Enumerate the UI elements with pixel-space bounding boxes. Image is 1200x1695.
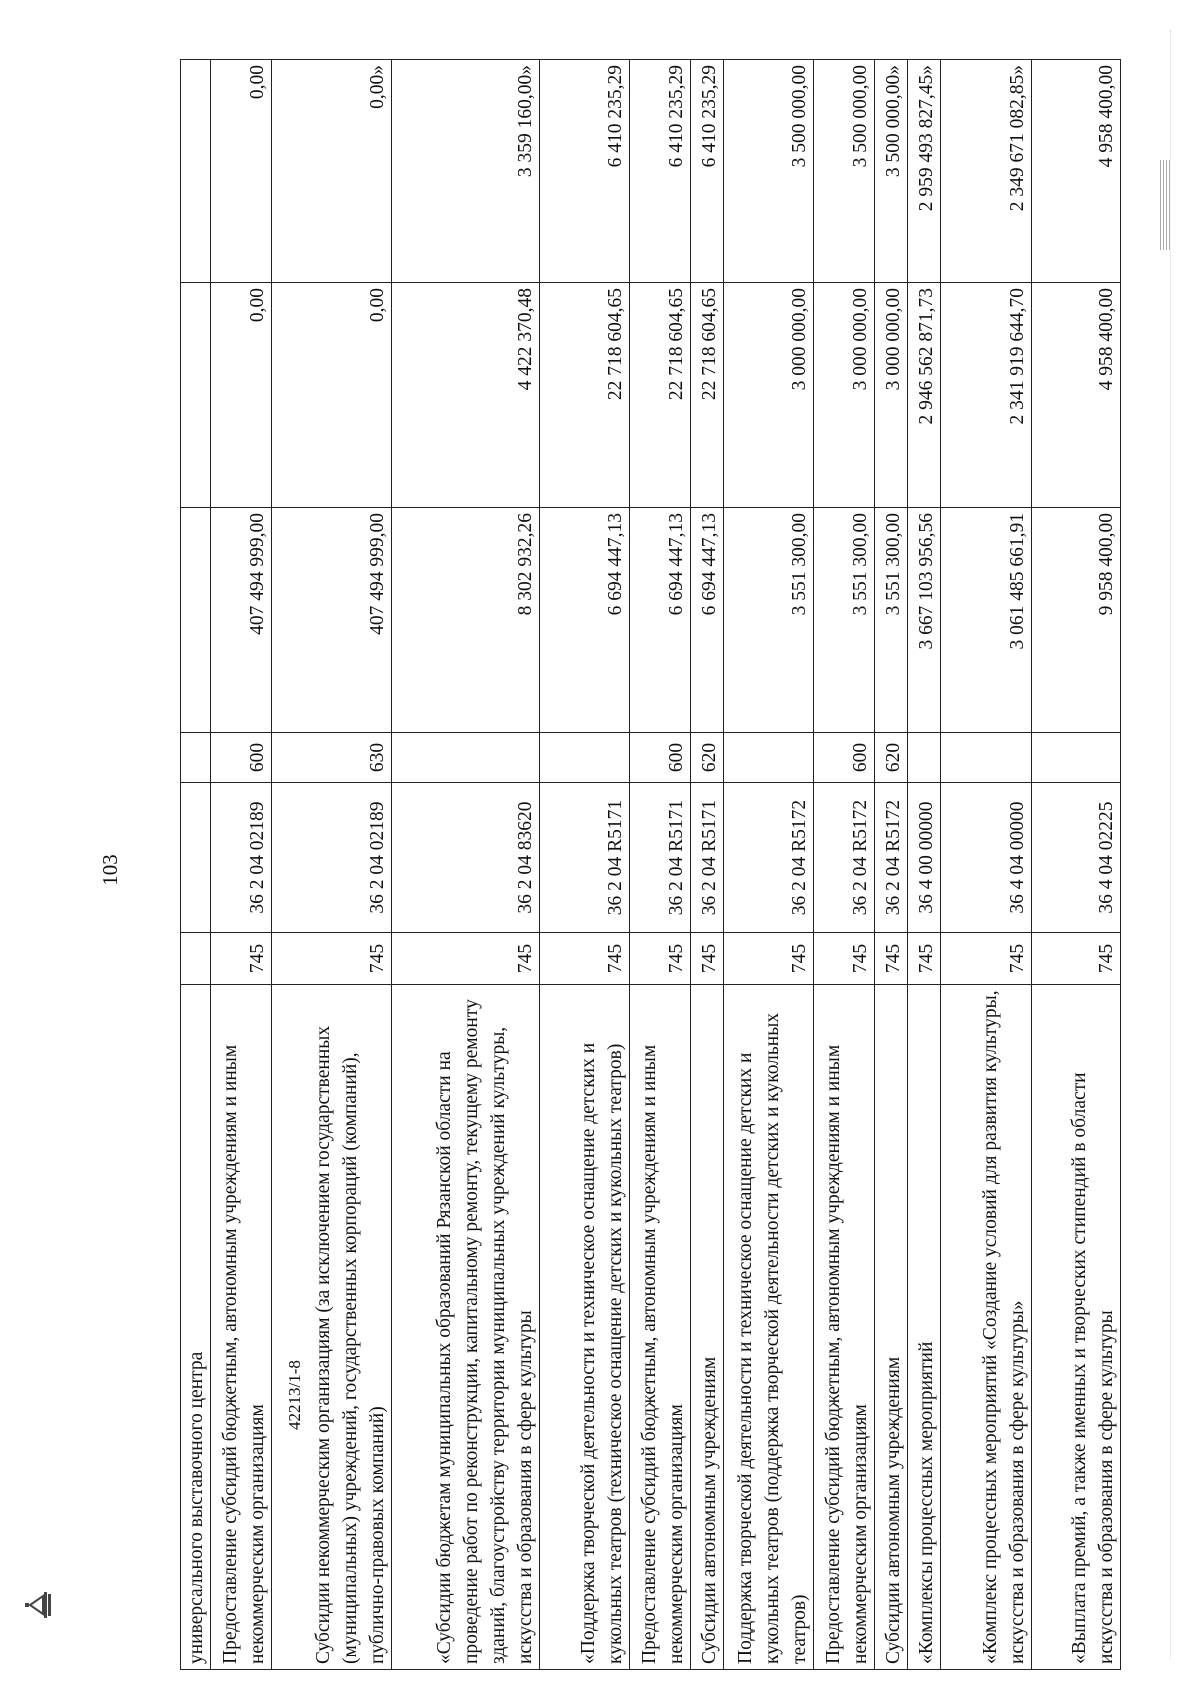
- row-target-article-cell: 36 4 00 00000: [908, 783, 941, 933]
- row-name-cell: «Комплексы процессных мероприятий: [908, 985, 941, 1670]
- scan-edge-artifact: [1170, 30, 1189, 1660]
- row-code-cell: 745: [875, 933, 908, 985]
- row-expense-type-cell: 600: [211, 733, 272, 783]
- row-code-cell: 745: [724, 933, 814, 985]
- row-code-cell: 745: [814, 933, 875, 985]
- row-target-article-cell: 36 2 04 02189: [272, 783, 392, 933]
- row-amount-year2-cell: 2 946 562 871,73: [908, 283, 941, 508]
- row-amount-year3-cell: [181, 60, 211, 283]
- row-amount-year2-cell: 4 958 400,00: [1032, 283, 1121, 508]
- row-amount-year1-cell: 8 302 932,26: [392, 508, 540, 733]
- scan-barcode-artifact: [1160, 160, 1172, 250]
- row-expense-type-cell: 630: [272, 733, 392, 783]
- row-expense-type-cell: [1032, 733, 1121, 783]
- row-name-cell: Поддержка творческой деятельности и техническое оснащение детских и кукольных театров (поддержка творческой деятельности детских и кукольных театров): [724, 985, 814, 1670]
- row-code-cell: [181, 933, 211, 985]
- row-expense-type-cell: [540, 733, 630, 783]
- row-name-cell: Предоставление субсидий бюджетным, автономным учреждениям и иным некоммерческим организациям: [630, 985, 691, 1670]
- row-target-article-cell: 36 2 04 83620: [392, 783, 540, 933]
- table-body: [181, 60, 1121, 1670]
- row-expense-type-cell: 600: [630, 733, 691, 783]
- row-amount-year1-cell: 3 551 300,00: [875, 508, 908, 733]
- row-name-cell: «Субсидии бюджетам муниципальных образований Рязанской области на проведение работ по реконструкции, капитальному ремонту, текущему ремонту зданий, благоустройству территории муниципальных учреждений культуры, искусства и образования в сфере культуры: [392, 985, 540, 1670]
- table-row: [540, 60, 630, 1670]
- row-amount-year3-cell: 0,00»: [272, 60, 392, 283]
- row-code-cell: 745: [691, 933, 724, 985]
- table-row: [630, 60, 691, 1670]
- row-amount-year1-cell: 9 958 400,00: [1032, 508, 1121, 733]
- row-expense-type-cell: 620: [691, 733, 724, 783]
- table-row: [181, 60, 211, 1670]
- row-target-article-cell: 36 2 04 R5172: [724, 783, 814, 933]
- table-row: [908, 60, 941, 1670]
- row-code-cell: 745: [908, 933, 941, 985]
- row-name-cell: «Комплекс процессных мероприятий «Создание условий для развития культуры, искусства и образования в сфере культуры»: [941, 985, 1032, 1670]
- row-amount-year2-cell: [181, 283, 211, 508]
- row-code-cell: 745: [630, 933, 691, 985]
- row-amount-year3-cell: 6 410 235,29: [540, 60, 630, 283]
- row-amount-year3-cell: 6 410 235,29: [630, 60, 691, 283]
- row-expense-type-cell: 620: [875, 733, 908, 783]
- row-amount-year2-cell: 3 000 000,00: [724, 283, 814, 508]
- row-amount-year1-cell: 407 494 999,00: [272, 508, 392, 733]
- row-code-cell: 745: [540, 933, 630, 985]
- row-name-cell: «Поддержка творческой деятельности и техническое оснащение детских и кукольных театров (техническое оснащение детских и кукольных театров): [540, 985, 630, 1670]
- row-amount-year2-cell: 22 718 604,65: [540, 283, 630, 508]
- row-expense-type-cell: 600: [814, 733, 875, 783]
- table-row: [691, 60, 724, 1670]
- row-amount-year2-cell: 3 000 000,00: [814, 283, 875, 508]
- row-amount-year1-cell: 3 551 300,00: [814, 508, 875, 733]
- row-amount-year2-cell: 0,00: [211, 283, 272, 508]
- row-amount-year1-cell: 3 061 485 661,91: [941, 508, 1032, 733]
- row-name-cell: Субсидии автономным учреждениям: [875, 985, 908, 1670]
- row-amount-year2-cell: 2 341 919 644,70: [941, 283, 1032, 508]
- row-amount-year3-cell: 2 349 671 082,85»: [941, 60, 1032, 283]
- row-code-cell: 745: [1032, 933, 1121, 985]
- table-row: [1032, 60, 1121, 1670]
- row-amount-year2-cell: 0,00: [272, 283, 392, 508]
- row-code-cell: 745: [272, 933, 392, 985]
- table-row: [814, 60, 875, 1670]
- row-target-article-cell: 36 2 04 R5172: [875, 783, 908, 933]
- row-amount-year2-cell: 4 422 370,48: [392, 283, 540, 508]
- row-target-article-cell: 36 2 04 R5171: [540, 783, 630, 933]
- row-name-cell: Субсидии некоммерческим организациям (за исключением государственных (муниципальных) учреждений, государственных корпораций (компаний), публично-правовых компаний): [272, 985, 392, 1670]
- page-number: 103: [98, 854, 122, 886]
- table-row: [392, 60, 540, 1670]
- table-row: [211, 60, 272, 1670]
- row-amount-year2-cell: 3 000 000,00: [875, 283, 908, 508]
- emblem-icon: [22, 1588, 56, 1622]
- row-name-cell: универсального выставочного центра: [181, 985, 211, 1670]
- row-target-article-cell: 36 2 04 R5171: [630, 783, 691, 933]
- row-amount-year1-cell: 6 694 447,13: [540, 508, 630, 733]
- row-amount-year2-cell: 22 718 604,65: [630, 283, 691, 508]
- row-code-cell: 745: [941, 933, 1032, 985]
- table-row: [875, 60, 908, 1670]
- row-amount-year3-cell: 4 958 400,00: [1032, 60, 1121, 283]
- row-amount-year1-cell: 6 694 447,13: [630, 508, 691, 733]
- row-amount-year1-cell: [181, 508, 211, 733]
- row-name-cell: Предоставление субсидий бюджетным, автономным учреждениям и иным некоммерческим организациям: [814, 985, 875, 1670]
- row-target-article-cell: 36 2 04 R5171: [691, 783, 724, 933]
- row-target-article-cell: 36 2 04 R5172: [814, 783, 875, 933]
- row-target-article-cell: 36 2 04 02189: [211, 783, 272, 933]
- row-code-cell: 745: [211, 933, 272, 985]
- row-target-article-cell: [181, 783, 211, 933]
- row-name-cell: «Выплата премий, а также именных и творческих стипендий в области искусства и образования в сфере культуры: [1032, 985, 1121, 1670]
- row-expense-type-cell: [392, 733, 540, 783]
- row-amount-year3-cell: 3 500 000,00: [724, 60, 814, 283]
- row-amount-year3-cell: 2 959 493 827,45»: [908, 60, 941, 283]
- row-amount-year1-cell: 407 494 999,00: [211, 508, 272, 733]
- row-name-cell: Предоставление субсидий бюджетным, автономным учреждениям и иным некоммерческим организациям: [211, 985, 272, 1670]
- row-code-cell: 745: [392, 933, 540, 985]
- row-target-article-cell: 36 4 04 00000: [941, 783, 1032, 933]
- row-expense-type-cell: [181, 733, 211, 783]
- table-row: [724, 60, 814, 1670]
- budget-table: [180, 59, 1121, 1670]
- row-expense-type-cell: [724, 733, 814, 783]
- row-name-cell: Субсидии автономным учреждениям: [691, 985, 724, 1670]
- row-expense-type-cell: [908, 733, 941, 783]
- row-amount-year3-cell: 0,00: [211, 60, 272, 283]
- row-amount-year3-cell: 6 410 235,29: [691, 60, 724, 283]
- table-row: [941, 60, 1032, 1670]
- row-amount-year3-cell: 3 359 160,00»: [392, 60, 540, 283]
- document-code: 42213/1-8: [285, 1360, 304, 1430]
- row-amount-year1-cell: 3 667 103 956,56: [908, 508, 941, 733]
- row-amount-year1-cell: 6 694 447,13: [691, 508, 724, 733]
- row-amount-year2-cell: 22 718 604,65: [691, 283, 724, 508]
- row-amount-year1-cell: 3 551 300,00: [724, 508, 814, 733]
- row-amount-year3-cell: 3 500 000,00»: [875, 60, 908, 283]
- row-target-article-cell: 36 4 04 02225: [1032, 783, 1121, 933]
- row-amount-year3-cell: 3 500 000,00: [814, 60, 875, 283]
- row-expense-type-cell: [941, 733, 1032, 783]
